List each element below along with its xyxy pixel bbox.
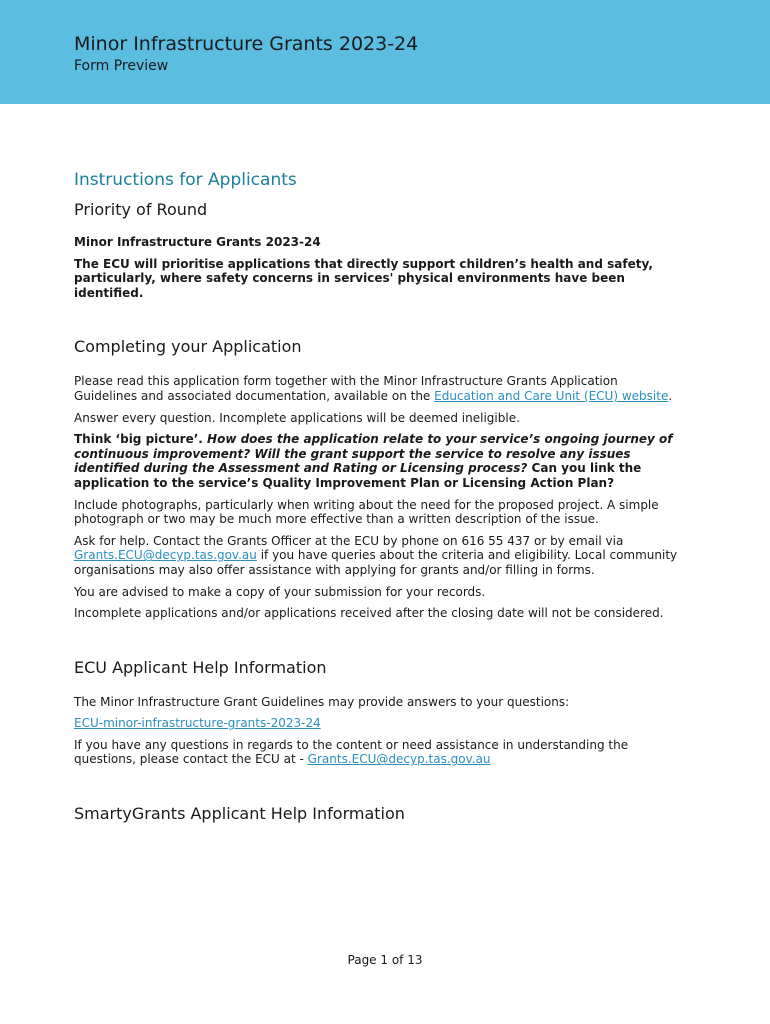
grants-email-link[interactable]: Grants.ECU@decyp.tas.gov.au xyxy=(74,548,257,563)
completing-heading: Completing your Application xyxy=(74,337,302,357)
ecu-help-paragraph-2: If you have any questions in regards to the content or need assistance in understanding the questions, please contact the ECU at - Grants.ECU@decyp.tas.gov.au xyxy=(74,737,629,767)
page-number: Page 1 of 13 xyxy=(347,953,423,967)
ecu-website-link[interactable]: Education and Care Unit (ECU) website xyxy=(434,388,669,403)
header-banner xyxy=(0,0,770,104)
priority-text: The ECU will prioritise applications that directly support children’s health and safety, particularly, where safety concerns in services' physical environments have been identified. xyxy=(74,256,653,300)
guidelines-link[interactable]: ECU-minor-infrastructure-grants-2023-24 xyxy=(74,716,321,731)
smartygrants-heading: SmartyGrants Applicant Help Information xyxy=(74,804,405,824)
instructions-heading: Instructions for Applicants xyxy=(74,170,297,190)
completing-paragraph-3: Think ‘big picture’. How does the application relate to your service’s ongoing journey of continuous improvement? Will the grant support the service to resolve any issues identified during the Assessment and Rating or Licensing process? Can you link the application to the service’s Quality Improvement Plan or Licensing Action Plan? xyxy=(74,432,673,490)
completing-paragraph-4: Include photographs, particularly when writing about the need for the proposed project. A simple photograph or two may be much more effective than a written description of the issue. xyxy=(74,497,659,527)
form-subtitle: Form Preview xyxy=(74,58,169,74)
completing-paragraph-5: Ask for help. Contact the Grants Officer at the ECU by phone on 616 55 437 or by email via Grants.ECU@decyp.tas.gov.au if you have queries about the criteria and eligibility. Local community organisations may also offer assistance with applying for grants and/or filling in forms. xyxy=(74,533,678,577)
form-content xyxy=(74,170,684,841)
completing-paragraph-7: Incomplete applications and/or applications received after the closing date will not be considered. xyxy=(74,606,664,621)
priority-heading: Priority of Round xyxy=(74,200,208,219)
round-name: Minor Infrastructure Grants 2023-24 xyxy=(74,235,321,249)
completing-paragraph-2: Answer every question. Incomplete applications will be deemed ineligible. xyxy=(74,410,520,425)
ecu-help-paragraph-1: The Minor Infrastructure Grant Guidelines may provide answers to your questions: xyxy=(74,694,570,709)
ecu-help-heading: ECU Applicant Help Information xyxy=(74,657,327,677)
form-title: Minor Infrastructure Grants 2023-24 xyxy=(74,33,419,55)
completing-paragraph-1: Please read this application form together with the Minor Infrastructure Grants Application Guidelines and associated documentation, available on the Education and Care Unit (ECU) website. xyxy=(74,374,673,403)
ecu-contact-email-link[interactable]: Grants.ECU@decyp.tas.gov.au xyxy=(307,752,491,767)
completing-paragraph-6: You are advised to make a copy of your submission for your records. xyxy=(74,584,486,599)
guidelines-link-row xyxy=(74,716,684,731)
